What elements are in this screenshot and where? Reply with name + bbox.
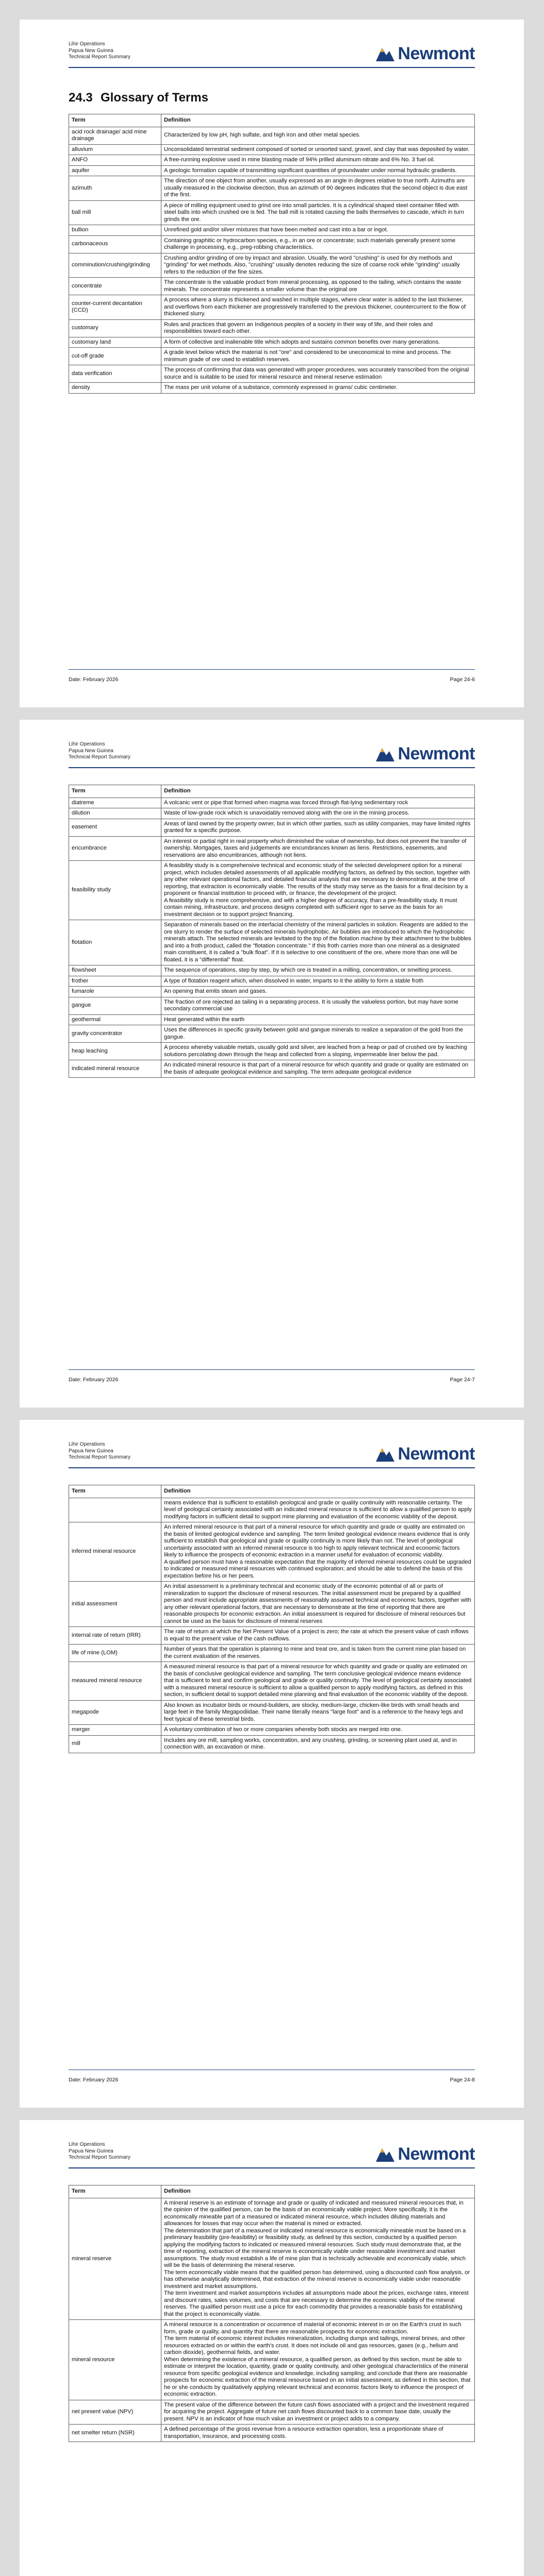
table-row [69,1014,475,1025]
definition-cell [161,965,475,976]
definition-paragraph: A grade level below which the material is not "ore" and considered to be uneconomical to mine and process. The minimum grade of ore used to establish reserves. [164,349,451,363]
table-row [69,2320,475,2400]
definition-paragraph: Unrefined gold and/or silver mixtures that have been melted and cast into a bar or ingot. [164,227,388,233]
term-cell: azimuth [69,176,161,201]
table-row [69,920,475,965]
definition-paragraph: Waste of low-grade rock which is unavoidably removed along with the ore in the mining process. [164,810,409,816]
term-cell: ball mill [69,200,161,225]
term-cell: customary land [69,337,161,348]
page-number: Page 24-8 [450,2077,475,2083]
definition-paragraph: A voluntary combination of two or more companies whereby both stocks are merged into one. [164,1726,403,1733]
definition-paragraph: A qualified person must have a reasonable expectation that the majority of inferred mineral resources could be upgraded to indicated or measured mineral resources with continued exploration; and should be able to defend the basis of this expectation before his or her peers. [164,1558,471,1579]
table-row [69,295,475,320]
definition-paragraph: Areas of land owned by the property owner, but in which other parties, such as utility companies, may have limited rights granted for a specific purpose. [164,820,471,834]
term-cell: mill [69,1735,161,1753]
header-report: Technical Report Summary [69,754,131,760]
definition-paragraph: The direction of one object from another, usually expressed as an angle in degrees relative to true north. Azimuths are usually measured in the clockwise direction, thus an azimuth of 90 degrees indicates that the second object is due east of the first. [164,178,468,198]
term-cell: density [69,383,161,394]
header-text [69,741,130,761]
definition-cell [161,365,475,383]
header-company: Lihir Operations [69,1442,105,1447]
definition-column-header: Definition [161,2185,475,2198]
definition-paragraph: The concentrate is the valuable product from mineral processing, as opposed to the tailing, which contains the waste minerals. The concentrate represents a smaller volume than the original ore [164,279,461,293]
section-heading: Glossary of Terms [101,91,208,105]
definition-paragraph: Characterized by low pH, high sulfate, and high iron and other metal species. [164,132,361,139]
header-region: Papua New Guinea [69,47,113,54]
table-row [69,155,475,166]
footer-date: Date: February 2026 [69,676,119,683]
glossary-table [69,785,475,1078]
definition-cell [161,2198,475,2320]
definition-paragraph: Heat generated within the earth [164,1016,245,1023]
definition-cell [161,997,475,1014]
definition-column-header: Definition [161,114,475,127]
definition-paragraph: A process whereby valuable metals, usually gold and silver, are leached from a heap or pad of crushed ore by leaching solutions percolating down through the heap and collected from a sloping, impermeable liner below the pad. [164,1044,467,1058]
document-page [20,20,524,707]
definition-cell [161,1662,475,1701]
term-cell: dilution [69,808,161,819]
header-rule [69,1467,475,1468]
definition-cell [161,1522,475,1582]
term-cell: fumarole [69,987,161,997]
document-page [20,2120,524,2576]
definition-paragraph: Also known as incubator birds or mound-builders, are stocky, medium-large, chicken-like birds with small heads and large feet in the family Megapodiidae. Their name literally means "large foot" and is a reference to the heavy legs and feet typical of these terrestrial birds. [164,1702,463,1722]
table-row [69,808,475,819]
table-row [69,225,475,236]
definition-cell [161,1627,475,1645]
term-cell: geothermal [69,1014,161,1025]
term-cell: carbonaceous [69,235,161,253]
term-cell: diatreme [69,798,161,808]
term-cell: mineral resource [69,2320,161,2400]
footer-date: Date: February 2026 [69,2077,119,2083]
definition-cell [161,225,475,236]
table-row [69,819,475,836]
definition-cell [161,2425,475,2442]
glossary-table [69,2185,475,2442]
definition-paragraph: A defined percentage of the gross revenue from a resource extraction operation, less a proportionate share of transportation, insurance, and processing costs. [164,2426,443,2439]
newmont-logo [375,1444,475,1464]
table-row [69,1060,475,1078]
definition-paragraph: An interest or partial right in real property which diminished the value of ownership, but does not prevent the transfer of ownership. Mortgages, taxes and judgements are encumbrances known as liens. Restrictions, easements, and reservations are also encumbrances, although not liens. [164,838,467,858]
table-row [69,235,475,253]
newmont-logo-icon [375,2145,395,2163]
definition-paragraph: A mineral resource is a concentration or occurrence of material of economic interest in or on the Earth's crust in such form, grade or quality, and quantity that there are reasonable prospects for economic extraction. [164,2321,461,2335]
header-company: Lihir Operations [69,41,105,47]
term-cell: frother [69,976,161,987]
table-header-row [69,785,475,798]
definition-paragraph: Uses the differences in specific gravity between gold and gangue minerals to realize a separation of the gold from the gangue. [164,1027,464,1040]
definition-paragraph: The term material of economic interest includes mineralization, including dumps and tailings, mineral brines, and other resources extracted on or within the earth's crust. It does not include oil and gas resources, gases (e.g., helium and carbon dioxide), geothermal fields, and water. [164,2335,465,2355]
definition-cell [161,144,475,155]
term-cell: data verification [69,365,161,383]
definition-cell [161,348,475,365]
header-text [69,41,130,61]
term-cell: flotation [69,920,161,965]
definition-paragraph: Number of years that the operation is planning to mine and treat ore, and is taken from the current mine plan based on the current evaluation of the reserves. [164,1646,466,1659]
header-rule [69,767,475,768]
term-cell: life of mine (LOM) [69,1645,161,1662]
table-row [69,1735,475,1753]
term-cell: gangue [69,997,161,1014]
definition-paragraph: The sequence of operations, step by step, by which ore is treated in a milling, concentration, or smelting process. [164,967,453,973]
page-header [69,1442,475,1472]
definition-paragraph: The rate of return at which the Net Present Value of a project is zero; the rate at which the present value of cash inflows is equal to the present value of the cash outflows. [164,1629,469,1642]
definition-cell [161,987,475,997]
definition-cell [161,235,475,253]
table-row [69,144,475,155]
table-row [69,253,475,278]
table-row [69,319,475,337]
header-report: Technical Report Summary [69,2155,131,2160]
definition-cell [161,127,475,144]
definition-paragraph: An initial assessment is a preliminary technical and economic study of the economic potential of all or parts of mineralization to support the disclosure of mineral resources. The initial assessment must be prepared by a qualified person and must include appropriate assessments of reasonably assumed technical and economic factors, together with any other relevant operational factors, that are necessary to demonstrate at the time of reporting that there are reasonable prospects for economic extraction. An initial assessment is required for disclosure of mineral resources but cannot be used as the basis for disclosure of mineral reserves [164,1583,471,1624]
definition-cell [161,976,475,987]
definition-paragraph: Containing graphitic or hydrocarbon species, e.g., in an ore or concentrate; such materials generally present some challenge in processing, e.g., preg-robbing characteristics. [164,237,456,250]
table-header-row [69,2185,475,2198]
header-report: Technical Report Summary [69,54,131,60]
table-row [69,2400,475,2425]
table-row [69,176,475,201]
definition-cell [161,319,475,337]
term-column-header: Term [69,1485,161,1498]
table-row [69,1043,475,1060]
logo-text: Newmont [398,2144,475,2164]
definition-cell [161,1498,475,1522]
term-cell: net present value (NPV) [69,2400,161,2425]
term-column-header: Term [69,2185,161,2198]
definition-paragraph: Separation of minerals based on the interfacial chemistry of the mineral particles in solution. Reagents are added to the ore slurry to render the surface of selected minerals hydrophobic. Air bubbles are introduced to which the hydrophobic minerals attach. The selected minerals are levitated to the top of the flotation machine by their attachment to the bubbles and into a froth product, called the "flotation concentrate." If this froth carries more than one mineral as a designated main constituent, it is called a "bulk float". If it is selective to one constituent of the ore, where more than one will be floated, it is a "differential" float. [164,922,471,963]
table-row [69,200,475,225]
definition-cell [161,1014,475,1025]
term-cell: heap leaching [69,1043,161,1060]
table-row [69,1522,475,1582]
table-row [69,365,475,383]
term-cell: merger [69,1725,161,1736]
term-cell: measured mineral resource [69,1662,161,1701]
term-column-header: Term [69,114,161,127]
term-cell: gravity concentrator [69,1025,161,1043]
table-row [69,836,475,861]
header-region: Papua New Guinea [69,748,113,754]
header-region: Papua New Guinea [69,2148,113,2154]
footer-rule [69,1369,475,1370]
table-row [69,278,475,295]
table-row [69,1700,475,1725]
definition-column-header: Definition [161,1485,475,1498]
definition-paragraph: A type of flotation reagent which, when dissolved in water, imparts to it the ability to form a stable froth [164,977,424,984]
definition-cell [161,1060,475,1078]
term-cell: megapode [69,1700,161,1725]
header-report: Technical Report Summary [69,1454,131,1460]
logo-text: Newmont [398,743,475,764]
definition-paragraph: A geologic formation capable of transmitting significant quantities of groundwater under normal hydraulic gradients. [164,167,457,174]
definition-paragraph: The process of confirming that data was generated with proper procedures, was accurately transcribed from the original source and is suitable to be used for mineral resource and mineral reserve estimation [164,367,469,380]
definition-paragraph: A free-running explosive used in mine blasting made of 94% prilled aluminum nitrate and 6% No. 3 fuel oil. [164,157,435,163]
page-number: Page 24-7 [450,1377,475,1383]
table-row [69,1725,475,1736]
page-footer [69,669,475,685]
table-row [69,383,475,394]
definition-paragraph: A piece of milling equipment used to grind ore into small particles. It is a cylindrical shaped steel container filled with steel balls into which crushed ore is fed. The ball mill is rotated causing the balls themselves to cascade, which in turn grinds the ore. [164,202,464,223]
table-header-row [69,114,475,127]
definition-cell [161,2320,475,2400]
footer-rule [69,669,475,670]
glossary-table [69,1485,475,1753]
term-cell: customary [69,319,161,337]
table-row [69,1025,475,1043]
definition-cell [161,1645,475,1662]
newmont-logo [375,43,475,64]
table-row [69,1582,475,1627]
term-cell: feasibility study [69,861,161,920]
definition-paragraph: Crushing and/or grinding of ore by impact and abrasion. Usually, the word "crushing" is used for dry methods and "grinding" for wet methods. Also, "crushing" usually denotes reducing the size of coarse rock while "grinding" usually refers to the reduction of the fine sizes. [164,255,460,275]
table-row [69,987,475,997]
definition-paragraph: A form of collective and inalienable title which adopts and sustains common benefits over many generations. [164,338,440,345]
definition-cell [161,337,475,348]
table-row [69,798,475,808]
table-row [69,1645,475,1662]
definition-cell [161,200,475,225]
table-row [69,127,475,144]
table-row [69,1627,475,1645]
table-row [69,861,475,920]
term-cell: acid rock drainage/ acid mine drainage [69,127,161,144]
newmont-logo-icon [375,745,395,762]
definition-paragraph: The present value of the difference between the future cash flows associated with a project and the investment required for acquiring the project. Aggregate of future net cash flows discounted back to a common base date, usually the present. NPV is an indicator of how much value an investment or project adds to a company. [164,2401,469,2422]
newmont-logo [375,2144,475,2164]
table-row [69,348,475,365]
page-header [69,2142,475,2173]
newmont-logo-icon [375,45,395,62]
footer-date: Date: February 2026 [69,1377,119,1383]
header-text [69,2142,130,2161]
term-cell: encumbrance [69,836,161,861]
header-company: Lihir Operations [69,2142,105,2147]
section-title [69,91,208,105]
section-number: 24.3 [69,91,93,105]
definition-paragraph: The determination that part of a measured or indicated mineral resource is economically mineable must be based on a preliminary feasibility (pre-feasibility) or feasibility study, as defined by this section, conducted by a qualified person applying the modifying factors to indicated or measured mineral resources. Such study must demonstrate that, at the time of reporting, extraction of the mineral reserve is economically viable under reasonable investment and market assumptions. The study must establish a life of mine plan that is technically achievable and economically viable, which will be the basis of determining the mineral reserve. [164,2227,466,2268]
definition-cell [161,920,475,965]
definition-paragraph: A feasibility study is more comprehensive, and with a higher degree of accuracy, than a pre-feasibility study. It must contain mining, infrastructure, and process designs completed with sufficient rigor to serve as the basis for an investment decision or to support project financing. [164,897,457,918]
definition-cell [161,861,475,920]
definition-paragraph: When determining the existence of a mineral resource, a qualified person, as defined by this section, must be able to estimate or interpret the location, quantity, grade or quality continuity, and other geological characteristics of the mineral resource from specific geological evidence and knowledge, including sampling; and conclude that there are reasonable prospects for economic extraction of the mineral resource based on an initial assessment, as defined in this section, that he or she conducts by qualitatively applying relevant technical and economic factors likely to influence the prospect of economic extraction. [164,2356,471,2397]
term-cell: mineral reserve [69,2198,161,2320]
definition-cell [161,1025,475,1043]
definition-paragraph: A feasibility study is a comprehensive technical and economic study of the selected development option for a mineral project, which includes detailed assessments of all applicable modifying factors, as defined by this section, together with any other relevant operational factors, and detailed financial analysis that are necessary to demonstrate, at the time of reporting, that extraction is economically viable. The results of the study may serve as the basis for a final decision by a proponent or financial institution to proceed with, or finance, the development of the project. [164,862,470,896]
term-cell: initial assessment [69,1582,161,1627]
page-header [69,41,475,72]
header-company: Lihir Operations [69,741,105,747]
definition-cell [161,819,475,836]
term-cell: ANFO [69,155,161,166]
definition-cell [161,295,475,320]
definition-paragraph: An indicated mineral resource is that part of a mineral resource for which quantity and grade or quality are estimated on the basis of adequate geological evidence and sampling. The term adequate geological evidence [164,1062,469,1075]
definition-cell [161,1725,475,1736]
table-row [69,965,475,976]
definition-cell [161,165,475,176]
definition-paragraph: A mineral reserve is an estimate of tonnage and grade or quality of indicated and measured mineral resources that, in the opinion of the qualified person, can be the basis of an economically viable project. More specifically, it is the economically mineable part of a measured or indicated mineral resource, which includes diluting materials and allowances for losses that may occur when the material is mined or extracted. [164,2199,464,2227]
definition-paragraph: An inferred mineral resource is that part of a mineral resource for which quantity and grade or quality are estimated on the basis of limited geological evidence and sampling. The term limited geological evidence means evidence that is only sufficient to establish that geological and grade or quality continuity is more likely than not. The level of geological uncertainty associated with an inferred mineral resource is too high to apply relevant technical and economic factors likely to influence the prospects of economic extraction in a manner useful for evaluation of economic viability. [164,1524,470,1558]
page-number: Page 24-6 [450,676,475,683]
definition-paragraph: Unconsolidated terrestrial sediment composed of sorted or unsorted sand, gravel, and clay that was deposited by water. [164,146,470,152]
term-cell: concentrate [69,278,161,295]
term-cell: net smelter return (NSR) [69,2425,161,2442]
definition-column-header: Definition [161,785,475,798]
logo-text: Newmont [398,1444,475,1464]
definition-paragraph: Includes any ore mill, sampling works, concentration, and any crushing, grinding, or screening plant used at, and in connection with, an excavation or mine. [164,1737,457,1750]
term-column-header: Term [69,785,161,798]
table-header-row [69,1485,475,1498]
definition-cell [161,278,475,295]
term-cell: counter-current decantation (CCD) [69,295,161,320]
header-rule [69,2167,475,2168]
term-cell: flowsheet [69,965,161,976]
definition-paragraph: An opening that emits steam and gases. [164,988,267,994]
page-header [69,741,475,772]
newmont-logo [375,743,475,764]
definition-cell [161,383,475,394]
term-cell [69,1498,161,1522]
definition-paragraph: Rules and practices that govern an Indigenous peoples of a society in their way of life, and their roles and responsibilities toward each other. [164,321,433,334]
term-cell: easement [69,819,161,836]
table-row [69,976,475,987]
definition-paragraph: means evidence that is sufficient to establish geological and grade or quality continuity with reasonable certainty. The level of geological certainty associated with an indicated mineral resource is sufficient to allow a qualified person to apply modifying factors in sufficient detail to support mine planning and evaluation of the economic viability of the deposit. [164,1499,472,1520]
glossary-table [69,114,475,394]
term-cell: internal rate of return (IRR) [69,1627,161,1645]
page-footer [69,2070,475,2085]
table-row [69,2425,475,2442]
definition-paragraph: The term investment and market assumptions includes all assumptions made about the prices, exchange rates, interest and discount rates, sales volumes, and costs that are necessary to determine the economic viability of the mineral reserves. The qualified person must use a price for each commodity that provides a reasonable basis for establishing that the project is economically viable. [164,2290,469,2317]
table-row [69,1498,475,1522]
term-cell: indicated mineral resource [69,1060,161,1078]
definition-cell [161,798,475,808]
definition-cell [161,808,475,819]
table-row [69,337,475,348]
table-row [69,997,475,1014]
definition-paragraph: A process where a slurry is thickened and washed in multiple stages, where clear water is added to the last thickener, and overflows from each thickener are progressively transferred to the previous thickener, countercurrent to the flow of thickened slurry. [164,297,466,317]
definition-cell [161,1582,475,1627]
document-page [20,1420,524,2108]
term-cell: aquifer [69,165,161,176]
logo-text: Newmont [398,43,475,63]
definition-cell [161,176,475,201]
definition-paragraph: The fraction of ore rejected as tailing in a separating process. It is usually the valueless portion, but may have some secondary commercial use [164,998,458,1012]
newmont-logo-icon [375,1445,395,1463]
definition-cell [161,836,475,861]
definition-cell [161,2400,475,2425]
definition-cell [161,1735,475,1753]
definition-paragraph: The term economically viable means that the qualified person has determined, using a discounted cash flow analysis, or has otherwise analytically determined, that extraction of the mineral reserve is economically viable under reasonable investment and market assumptions. [164,2269,470,2290]
definition-paragraph: A measured mineral resource is that part of a mineral resource for which quantity and grade or quality are estimated on the basis of conclusive geological evidence and sampling. The term conclusive geological evidence means evidence that is sufficient to test and confirm geological and grade or quality continuity. The level of geological certainty associated with a measured mineral resource is sufficient to allow a qualified person to apply modifying factors, as defined in this section, in sufficient detail to support detailed mine planning and final evaluation of the economic viability of the deposit. [164,1664,472,1698]
table-row [69,165,475,176]
header-region: Papua New Guinea [69,1448,113,1454]
table-row [69,1662,475,1701]
definition-cell [161,1043,475,1060]
definition-cell [161,155,475,166]
page-footer [69,1369,475,1385]
term-cell: comminution/crushing/grinding [69,253,161,278]
term-cell: alluvium [69,144,161,155]
document-page [20,720,524,1408]
term-cell: bullion [69,225,161,236]
definition-paragraph: The mass per unit volume of a substance, commonly expressed in grams/ cubic centimeter. [164,384,398,391]
definition-cell [161,253,475,278]
header-text [69,1442,130,1461]
definition-paragraph: A volcanic vent or pipe that formed when magma was forced through flat-lying sedimentary rock [164,799,408,806]
table-row [69,2198,475,2320]
term-cell: cut-off grade [69,348,161,365]
term-cell: inferred mineral resource [69,1522,161,1582]
header-rule [69,67,475,68]
definition-cell [161,1700,475,1725]
